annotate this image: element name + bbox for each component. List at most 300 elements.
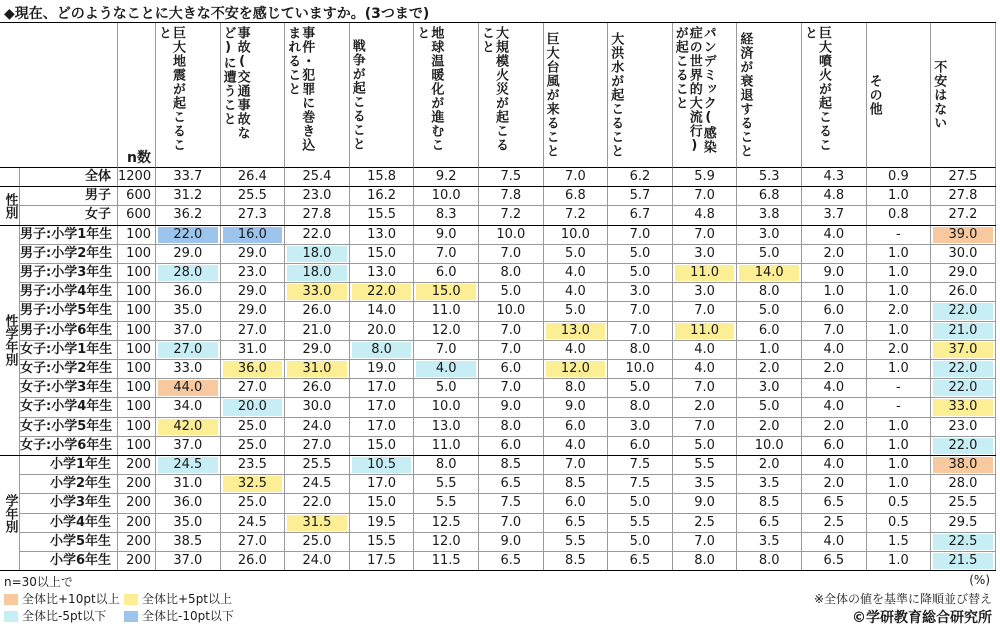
data-cell: 4.0: [802, 226, 867, 245]
data-cell: 4.0: [544, 264, 609, 283]
data-cell: 7.0: [673, 533, 738, 552]
data-cell: 19.0: [350, 360, 415, 379]
row-label: 男子:小学6年生: [20, 322, 118, 341]
highlight-fill: [223, 399, 283, 415]
column-header-text: 巨大台風が来ること: [543, 32, 559, 158]
data-cell: 6.0: [802, 302, 867, 321]
data-cell: 24.5: [221, 514, 286, 533]
data-cell: 7.0: [673, 226, 738, 245]
row-label: 小学5年生: [20, 533, 118, 552]
highlight-fill: [287, 515, 347, 531]
data-cell: 5.0: [479, 283, 544, 302]
data-cell: 15.5: [350, 533, 415, 552]
data-cell: 7.0: [608, 226, 673, 245]
highlight-fill: [933, 323, 993, 339]
copyright: ©学研教育総合研究所: [852, 610, 992, 626]
n-value: 100: [118, 360, 156, 379]
legend-label-plus5: 全体比+5pt以上: [142, 592, 233, 606]
data-cell: 39.0: [931, 226, 996, 245]
highlight-fill: [546, 323, 606, 339]
data-cell: 21.0: [285, 322, 350, 341]
data-cell: 11.0: [414, 437, 479, 456]
data-cell: 29.0: [285, 341, 350, 360]
row-label: 女子:小学4年生: [20, 398, 118, 417]
data-cell: 13.0: [350, 264, 415, 283]
column-header: [931, 22, 996, 168]
data-cell: 20.0: [350, 322, 415, 341]
data-cell: 5.5: [544, 533, 609, 552]
highlight-fill: [158, 457, 218, 473]
legend-plus5: [124, 590, 232, 607]
data-cell: 5.5: [414, 494, 479, 513]
data-cell: 10.0: [544, 226, 609, 245]
n-value: 100: [118, 302, 156, 321]
data-cell: 17.5: [350, 552, 415, 571]
data-cell: 6.8: [737, 187, 802, 206]
row-label: 小学4年生: [20, 514, 118, 533]
highlight-fill: [933, 380, 993, 396]
data-cell: 17.0: [350, 475, 415, 494]
highlight-fill: [352, 284, 412, 300]
data-cell: 36.2: [156, 206, 221, 225]
data-cell: 0.9: [867, 168, 932, 187]
data-cell: 6.0: [802, 437, 867, 456]
data-cell: 4.0: [544, 283, 609, 302]
data-cell: 36.0: [156, 494, 221, 513]
data-cell: 29.0: [931, 264, 996, 283]
data-cell: 9.0: [673, 494, 738, 513]
column-header-text: パンデミック(感染症の世界的大流行)が起こること: [672, 26, 716, 154]
data-cell: 25.0: [285, 533, 350, 552]
n-value: 200: [118, 552, 156, 571]
data-cell: 3.0: [737, 379, 802, 398]
data-cell: 37.0: [156, 552, 221, 571]
data-cell: 6.0: [544, 418, 609, 437]
data-cell: 2.5: [802, 514, 867, 533]
highlight-fill: [675, 265, 735, 281]
data-cell: 2.0: [737, 360, 802, 379]
data-cell: 2.0: [737, 418, 802, 437]
data-cell: 25.5: [285, 456, 350, 475]
column-header-text: 地球温暖化が進むこと: [414, 26, 444, 152]
data-cell: 30.0: [285, 398, 350, 417]
data-cell: 5.0: [608, 379, 673, 398]
data-cell: 4.0: [802, 379, 867, 398]
data-cell: 1.0: [867, 418, 932, 437]
data-cell: 33.0: [156, 360, 221, 379]
data-cell: 1.0: [867, 245, 932, 264]
data-cell: 6.0: [414, 264, 479, 283]
data-cell: 8.0: [608, 398, 673, 417]
data-cell: 6.5: [479, 475, 544, 494]
data-cell: 10.0: [414, 187, 479, 206]
column-header: [414, 22, 479, 168]
legend-swatch-minus5: [4, 611, 18, 622]
highlight-fill: [223, 361, 283, 377]
data-cell: 22.0: [931, 437, 996, 456]
data-cell: 8.5: [544, 552, 609, 571]
n-value: 100: [118, 398, 156, 417]
highlight-fill: [287, 265, 347, 281]
data-cell: 28.0: [931, 475, 996, 494]
data-cell: 26.0: [221, 552, 286, 571]
data-cell: 7.0: [479, 322, 544, 341]
column-header: [479, 22, 544, 168]
highlight-fill: [416, 284, 476, 300]
data-cell: 38.5: [156, 533, 221, 552]
legend-swatch-minus10: [124, 611, 138, 622]
data-cell: 22.5: [931, 533, 996, 552]
data-cell: 9.2: [414, 168, 479, 187]
column-header: [802, 22, 867, 168]
data-cell: 7.5: [608, 456, 673, 475]
group-label: 性別: [0, 187, 20, 225]
data-cell: 7.0: [673, 418, 738, 437]
highlight-fill: [352, 457, 412, 473]
data-cell: 2.0: [867, 341, 932, 360]
row-label: 女子:小学5年生: [20, 418, 118, 437]
row-label: 男子:小学3年生: [20, 264, 118, 283]
data-cell: 6.5: [544, 514, 609, 533]
highlight-fill: [287, 284, 347, 300]
highlight-fill: [933, 342, 993, 358]
row-label: 全体: [20, 168, 118, 187]
column-header-text: 大規模火災が起こること: [479, 26, 508, 152]
data-cell: 27.3: [221, 206, 286, 225]
data-cell: 1.0: [867, 322, 932, 341]
data-cell: 0.5: [867, 514, 932, 533]
data-cell: 1.0: [867, 264, 932, 283]
data-cell: 2.5: [673, 514, 738, 533]
data-cell: 29.0: [221, 245, 286, 264]
data-cell: 30.0: [931, 245, 996, 264]
highlight-fill: [933, 553, 993, 569]
data-cell: 17.0: [350, 398, 415, 417]
row-label: 男子: [20, 187, 118, 206]
data-cell: 16.2: [350, 187, 415, 206]
data-cell: 9.0: [479, 533, 544, 552]
data-cell: 7.0: [479, 245, 544, 264]
row-label: 小学3年生: [20, 494, 118, 513]
data-cell: 3.7: [802, 206, 867, 225]
legend-minus10: [124, 607, 234, 624]
data-cell: 2.0: [673, 398, 738, 417]
data-cell: 37.0: [156, 322, 221, 341]
column-header-text: 事故(交通事故など)に遭うこと: [220, 26, 250, 140]
data-cell: 7.2: [479, 206, 544, 225]
data-cell: 34.0: [156, 398, 221, 417]
data-cell: 5.0: [737, 245, 802, 264]
data-cell: 5.7: [608, 187, 673, 206]
data-cell: 31.5: [285, 514, 350, 533]
data-cell: 27.0: [221, 533, 286, 552]
data-cell: 0.8: [867, 206, 932, 225]
highlight-fill: [546, 361, 606, 377]
data-cell: 9.0: [544, 398, 609, 417]
data-cell: 6.5: [479, 552, 544, 571]
n-value: 100: [118, 226, 156, 245]
highlight-fill: [933, 438, 993, 454]
data-cell: 7.0: [479, 379, 544, 398]
data-cell: 4.0: [544, 341, 609, 360]
data-cell: 6.5: [802, 552, 867, 571]
data-cell: 8.0: [673, 552, 738, 571]
group-label: [0, 168, 20, 187]
highlight-fill: [933, 227, 993, 243]
data-cell: 15.0: [350, 245, 415, 264]
data-cell: 5.5: [608, 514, 673, 533]
highlight-fill: [158, 380, 218, 396]
data-cell: 25.5: [221, 187, 286, 206]
data-cell: 5.0: [608, 245, 673, 264]
data-cell: 1.0: [737, 341, 802, 360]
data-cell: 11.0: [673, 322, 738, 341]
data-cell: 6.0: [608, 437, 673, 456]
data-cell: 7.0: [414, 245, 479, 264]
data-cell: 6.0: [544, 494, 609, 513]
data-cell: 21.5: [931, 552, 996, 571]
data-cell: 24.0: [285, 418, 350, 437]
highlight-fill: [223, 227, 283, 243]
data-cell: 33.0: [285, 283, 350, 302]
row-label: 男子:小学2年生: [20, 245, 118, 264]
data-cell: 7.0: [673, 302, 738, 321]
data-cell: 15.0: [350, 494, 415, 513]
data-cell: 5.5: [414, 475, 479, 494]
highlight-fill: [933, 534, 993, 550]
data-cell: 17.0: [350, 418, 415, 437]
data-cell: 6.7: [608, 206, 673, 225]
data-cell: 7.5: [479, 494, 544, 513]
n-value: 100: [118, 264, 156, 283]
data-cell: 25.4: [285, 168, 350, 187]
legend-label-plus10: 全体比+10pt以上: [22, 592, 120, 606]
data-cell: 7.8: [479, 187, 544, 206]
data-cell: 32.5: [221, 475, 286, 494]
data-cell: 25.0: [221, 418, 286, 437]
data-cell: 1.0: [867, 456, 932, 475]
column-header-text: 戦争が起こること: [349, 39, 365, 151]
row-label: 女子:小学6年生: [20, 437, 118, 456]
data-cell: 13.0: [414, 418, 479, 437]
highlight-fill: [287, 246, 347, 262]
data-cell: 31.0: [156, 475, 221, 494]
data-cell: 36.0: [221, 360, 286, 379]
data-cell: 4.0: [673, 360, 738, 379]
data-cell: 9.0: [802, 264, 867, 283]
data-cell: 3.0: [673, 283, 738, 302]
data-cell: 5.9: [673, 168, 738, 187]
data-cell: 4.0: [802, 398, 867, 417]
data-cell: 23.5: [221, 456, 286, 475]
data-cell: 31.0: [285, 360, 350, 379]
data-cell: 44.0: [156, 379, 221, 398]
highlight-fill: [223, 476, 283, 492]
data-cell: 3.0: [608, 283, 673, 302]
data-cell: 33.7: [156, 168, 221, 187]
data-cell: 8.5: [544, 475, 609, 494]
group-label: 性学年別: [0, 226, 20, 456]
data-cell: 2.0: [802, 418, 867, 437]
data-cell: 8.0: [350, 341, 415, 360]
data-cell: 27.0: [156, 341, 221, 360]
column-header: [737, 22, 802, 168]
legend-minus5: [4, 607, 106, 624]
data-cell: 7.0: [673, 187, 738, 206]
highlight-fill: [158, 419, 218, 435]
data-cell: 22.0: [931, 302, 996, 321]
data-cell: 3.5: [737, 533, 802, 552]
data-cell: 3.0: [737, 226, 802, 245]
data-cell: 22.0: [931, 379, 996, 398]
highlight-fill: [933, 457, 993, 473]
n-value: 100: [118, 379, 156, 398]
n-value: 100: [118, 341, 156, 360]
data-cell: 28.0: [156, 264, 221, 283]
data-cell: 4.0: [544, 437, 609, 456]
highlight-fill: [158, 227, 218, 243]
data-cell: 29.0: [221, 302, 286, 321]
column-header-text: 経済が衰退すること: [737, 32, 753, 158]
data-cell: 4.3: [802, 168, 867, 187]
data-cell: 12.0: [414, 533, 479, 552]
data-cell: 22.0: [285, 494, 350, 513]
data-cell: 4.0: [802, 456, 867, 475]
data-cell: 7.0: [414, 341, 479, 360]
data-cell: 11.5: [414, 552, 479, 571]
data-cell: 7.0: [544, 456, 609, 475]
data-cell: 23.0: [221, 264, 286, 283]
data-cell: 7.0: [802, 322, 867, 341]
data-cell: 7.0: [544, 168, 609, 187]
n-value: 600: [118, 206, 156, 225]
data-cell: 11.0: [414, 302, 479, 321]
n-value: 100: [118, 283, 156, 302]
data-cell: 4.8: [802, 187, 867, 206]
data-cell: 15.8: [350, 168, 415, 187]
data-cell: 7.0: [608, 302, 673, 321]
data-cell: 10.0: [608, 360, 673, 379]
row-label: 男子:小学4年生: [20, 283, 118, 302]
data-cell: 14.0: [737, 264, 802, 283]
data-cell: 2.0: [802, 245, 867, 264]
data-cell: 4.0: [802, 341, 867, 360]
n-value: 200: [118, 494, 156, 513]
row-label: 小学6年生: [20, 552, 118, 571]
data-cell: 35.0: [156, 514, 221, 533]
data-cell: 3.0: [673, 245, 738, 264]
legend-swatch-plus5: [124, 594, 138, 605]
data-cell: 15.0: [414, 283, 479, 302]
data-cell: 22.0: [156, 226, 221, 245]
data-cell: 16.0: [221, 226, 286, 245]
data-cell: 2.0: [737, 456, 802, 475]
data-cell: 25.0: [221, 437, 286, 456]
data-cell: -: [867, 379, 932, 398]
data-cell: 24.5: [156, 456, 221, 475]
highlight-fill: [933, 399, 993, 415]
data-cell: 10.0: [479, 302, 544, 321]
n-value: 100: [118, 437, 156, 456]
data-cell: 23.0: [285, 187, 350, 206]
data-cell: 5.0: [608, 494, 673, 513]
data-cell: 8.3: [414, 206, 479, 225]
data-cell: 1.0: [867, 360, 932, 379]
data-cell: 8.5: [479, 456, 544, 475]
column-header-text: 不安はない: [931, 60, 947, 130]
data-cell: 27.8: [285, 206, 350, 225]
data-cell: 5.0: [608, 264, 673, 283]
data-cell: 10.0: [479, 226, 544, 245]
data-cell: 7.0: [479, 514, 544, 533]
data-cell: 1.0: [867, 283, 932, 302]
data-cell: 26.4: [221, 168, 286, 187]
column-header: [867, 22, 932, 168]
data-cell: 27.0: [285, 437, 350, 456]
data-cell: 36.0: [156, 283, 221, 302]
data-cell: 10.5: [350, 456, 415, 475]
data-cell: 8.0: [479, 418, 544, 437]
data-cell: 29.0: [221, 283, 286, 302]
data-cell: 27.5: [931, 168, 996, 187]
data-cell: 33.0: [931, 398, 996, 417]
data-cell: 5.0: [608, 533, 673, 552]
data-cell: 3.5: [737, 475, 802, 494]
row-label: 男子:小学5年生: [20, 302, 118, 321]
data-cell: 2.0: [802, 475, 867, 494]
data-cell: 17.0: [350, 379, 415, 398]
data-cell: 8.0: [414, 456, 479, 475]
data-cell: 13.0: [544, 322, 609, 341]
highlight-fill: [933, 303, 993, 319]
legend-label-minus5: 全体比-5pt以下: [22, 609, 107, 623]
n-header: n数: [118, 22, 156, 168]
data-cell: 7.2: [544, 206, 609, 225]
data-cell: 35.0: [156, 302, 221, 321]
data-cell: 37.0: [156, 437, 221, 456]
highlight-fill: [287, 361, 347, 377]
data-cell: 26.0: [285, 379, 350, 398]
data-cell: 6.0: [479, 437, 544, 456]
column-header: [285, 22, 350, 168]
data-cell: 27.8: [931, 187, 996, 206]
data-cell: 1.0: [867, 552, 932, 571]
data-cell: 8.0: [479, 264, 544, 283]
data-cell: 4.0: [673, 341, 738, 360]
row-label: 小学2年生: [20, 475, 118, 494]
data-cell: 0.5: [867, 494, 932, 513]
data-cell: 18.0: [285, 245, 350, 264]
data-cell: 29.0: [156, 245, 221, 264]
data-cell: 31.2: [156, 187, 221, 206]
data-cell: 5.0: [544, 302, 609, 321]
data-cell: 2.0: [802, 360, 867, 379]
row-label: 女子:小学3年生: [20, 379, 118, 398]
data-cell: 22.0: [285, 226, 350, 245]
highlight-fill: [675, 323, 735, 339]
data-cell: 6.8: [544, 187, 609, 206]
data-cell: 4.8: [673, 206, 738, 225]
n-value: 100: [118, 322, 156, 341]
data-cell: 1.5: [867, 533, 932, 552]
data-cell: 6.5: [802, 494, 867, 513]
column-header: [221, 22, 286, 168]
data-cell: 8.0: [544, 379, 609, 398]
data-cell: 42.0: [156, 418, 221, 437]
column-header: [608, 22, 673, 168]
data-cell: 25.0: [221, 494, 286, 513]
data-cell: 2.0: [867, 302, 932, 321]
